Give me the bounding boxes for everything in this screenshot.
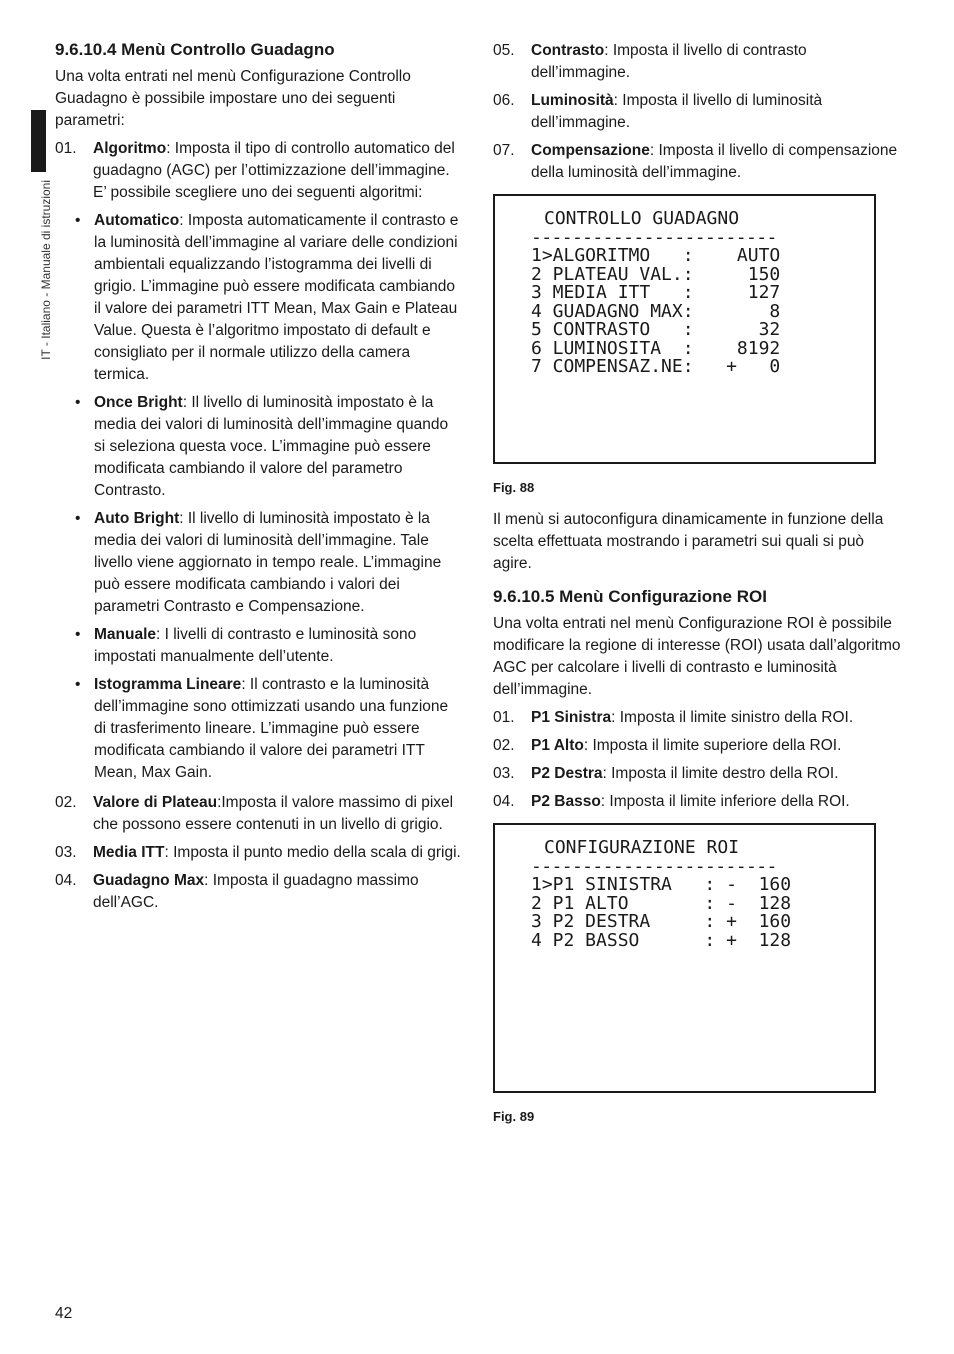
figure-caption: Fig. 89 [493, 1109, 535, 1124]
osd-line: 4 P2 BASSO : + 128 [531, 929, 792, 951]
list-item [493, 90, 905, 134]
bullet-icon: • [75, 510, 81, 527]
item-number: 04. [55, 872, 77, 889]
item-text: : Imposta il limite destro della ROI. [602, 765, 839, 782]
intro-paragraph: Una volta entrati nel menù Configurazione ROI è possibile modificare la regione di interesse (ROI) usata dall’algoritmo AGC per calcolare i livelli di contrasto e luminosità dell’immagine. [493, 615, 901, 698]
sidebar-marker [31, 110, 46, 172]
bullet-text: : I livelli di contrasto e luminosità sono impostati manualmente dell’utente. [94, 626, 417, 665]
bullet-item [75, 210, 463, 386]
osd-line: 4 GUADAGNO MAX: 8 [531, 300, 781, 322]
item-text: : Imposta il livello di compensazione della luminosità dell’immagine. [531, 142, 898, 181]
bullet-term: Istogramma Lineare [94, 676, 242, 693]
item-term: Guadagno Max [93, 872, 205, 889]
item-number: 02. [493, 737, 515, 754]
item-term: P1 Alto [531, 737, 584, 754]
left-column [55, 40, 463, 920]
list-item [493, 791, 905, 813]
item-number: 03. [493, 765, 515, 782]
bullet-item [75, 392, 463, 502]
osd-menu-controllo-guadagno [493, 194, 876, 464]
intro-paragraph: Una volta entrati nel menù Configurazione Controllo Guadagno è possibile impostare uno dei seguenti parametri: [55, 68, 411, 129]
osd-line: 3 P2 DESTRA : + 160 [531, 911, 792, 932]
item-number: 06. [493, 92, 515, 109]
list-item [55, 138, 463, 204]
item-text: : Imposta il guadagno massimo dell’AGC. [93, 872, 419, 911]
osd-line: 6 LUMINOSITA : 8192 [531, 337, 781, 359]
page-number: 42 [55, 1305, 73, 1322]
osd-title: CONTROLLO GUADAGNO [544, 208, 740, 229]
bullet-icon: • [75, 626, 81, 643]
item-term: Algoritmo [93, 140, 167, 157]
item-number: 07. [493, 142, 515, 159]
figure-caption: Fig. 88 [493, 480, 535, 495]
osd-menu-configurazione-roi [493, 823, 876, 1093]
item-number: 01. [55, 140, 77, 157]
bullet-term: Manuale [94, 626, 157, 643]
bullet-text: : Il livello di luminosità impostato è la media dei valori di luminosità dell’immagine quando si seleziona questa voce. L’immagine può essere modificata cambiando il valore del parametro Contrasto. [94, 394, 449, 499]
item-number: 02. [55, 794, 77, 811]
bullet-text: : Imposta automaticamente il contrasto e la luminosità dell’immagine al variare delle condizioni ambientali equalizzando l’istogramma dei livelli di grigio. L’immagine può essere modificata cambiando il valore dei parametri ITT Mean, Max Gain e Plateau Value. Questa è l’algoritmo impostato di default e consigliato per il normale utilizzo della camera termica. [94, 212, 459, 383]
item-term: Media ITT [93, 844, 165, 861]
item-text: : Imposta il limite inferiore della ROI. [600, 793, 850, 810]
list-item [493, 140, 905, 184]
osd-line: 1>P1 SINISTRA : - 160 [531, 874, 792, 895]
item-term: Contrasto [531, 42, 605, 59]
item-term: P1 Sinistra [531, 709, 612, 726]
sidebar-label: IT - Italiano - Manuale di istruzioni [39, 180, 53, 360]
right-column [493, 40, 905, 1138]
item-text: :Imposta il valore massimo di pixel che possono essere contenuti in un livello di grigio. [93, 794, 454, 833]
bullet-term: Once Bright [94, 394, 183, 411]
section-heading-roi: 9.6.10.5 Menù Configurazione ROI [493, 587, 767, 606]
item-number: 01. [493, 709, 515, 726]
bullet-text: : Il livello di luminosità impostato è la media dei valori di luminosità dell’immagine. Tale livello viene aggiornato in tempo reale. L’immagine può essere modificata cambiando i valori dei parametri Contrasto e Compensazione. [94, 510, 442, 615]
bullet-item [75, 674, 463, 784]
list-item [55, 792, 463, 836]
algorithm-bullet-list [75, 210, 463, 784]
item-text: : Imposta il limite superiore della ROI. [583, 737, 842, 754]
list-item [493, 763, 905, 785]
osd-divider: ------------------------ [531, 855, 777, 877]
osd-line: 5 CONTRASTO : 32 [531, 319, 781, 340]
item-term: Valore di Plateau [93, 794, 218, 811]
bullet-icon: • [75, 394, 81, 411]
osd-line: 1>ALGORITMO : AUTO [531, 245, 781, 266]
list-item [493, 735, 905, 757]
list-item [493, 40, 905, 84]
item-text: : Imposta il livello di luminosità dell’immagine. [531, 92, 823, 131]
osd-divider: ------------------------ [531, 226, 777, 248]
osd-line: 2 P1 ALTO : - 128 [531, 892, 792, 914]
bullet-item [75, 508, 463, 618]
bullet-text: : Il contrasto e la luminosità dell’immagine sono ottimizzati usando una funzione di trasferimento lineare. L’immagine può essere modificata cambiando il valore dei parametri ITT Mean, Max Gain. [94, 676, 449, 781]
osd-line: 3 MEDIA ITT : 127 [531, 282, 781, 303]
item-term: Compensazione [531, 142, 650, 159]
section-heading-agc: 9.6.10.4 Menù Controllo Guadagno [55, 40, 335, 59]
bullet-icon: • [75, 676, 81, 693]
item-number: 05. [493, 42, 515, 59]
osd-line: 7 COMPENSAZ.NE: + 0 [531, 356, 781, 377]
item-text: : Imposta il tipo di controllo automatico del guadagno (AGC) per l’ottimizzazione dell’immagine. E’ possibile scegliere uno dei seguenti algoritmi: [93, 140, 455, 201]
paragraph: Il menù si autoconfigura dinamicamente in funzione della scelta effettuata mostrando i parametri sui quali si può agire. [493, 511, 884, 572]
item-term: P2 Basso [531, 793, 601, 810]
bullet-term: Automatico [94, 212, 180, 229]
item-number: 03. [55, 844, 77, 861]
item-body [93, 138, 463, 204]
osd-line: 2 PLATEAU VAL.: 150 [531, 263, 781, 285]
item-term: Luminosità [531, 92, 614, 109]
item-text: : Imposta il punto medio della scala di grigi. [164, 844, 461, 861]
bullet-item [75, 624, 463, 668]
list-item [55, 842, 463, 864]
bullet-icon: • [75, 212, 81, 229]
item-text: : Imposta il limite sinistro della ROI. [611, 709, 854, 726]
list-item [55, 870, 463, 914]
osd-title: CONFIGURAZIONE ROI [544, 837, 740, 858]
item-text: : Imposta il livello di contrasto dell’immagine. [531, 42, 807, 81]
item-term: P2 Destra [531, 765, 603, 782]
item-number: 04. [493, 793, 515, 810]
list-item [493, 707, 905, 729]
bullet-term: Auto Bright [94, 510, 180, 527]
